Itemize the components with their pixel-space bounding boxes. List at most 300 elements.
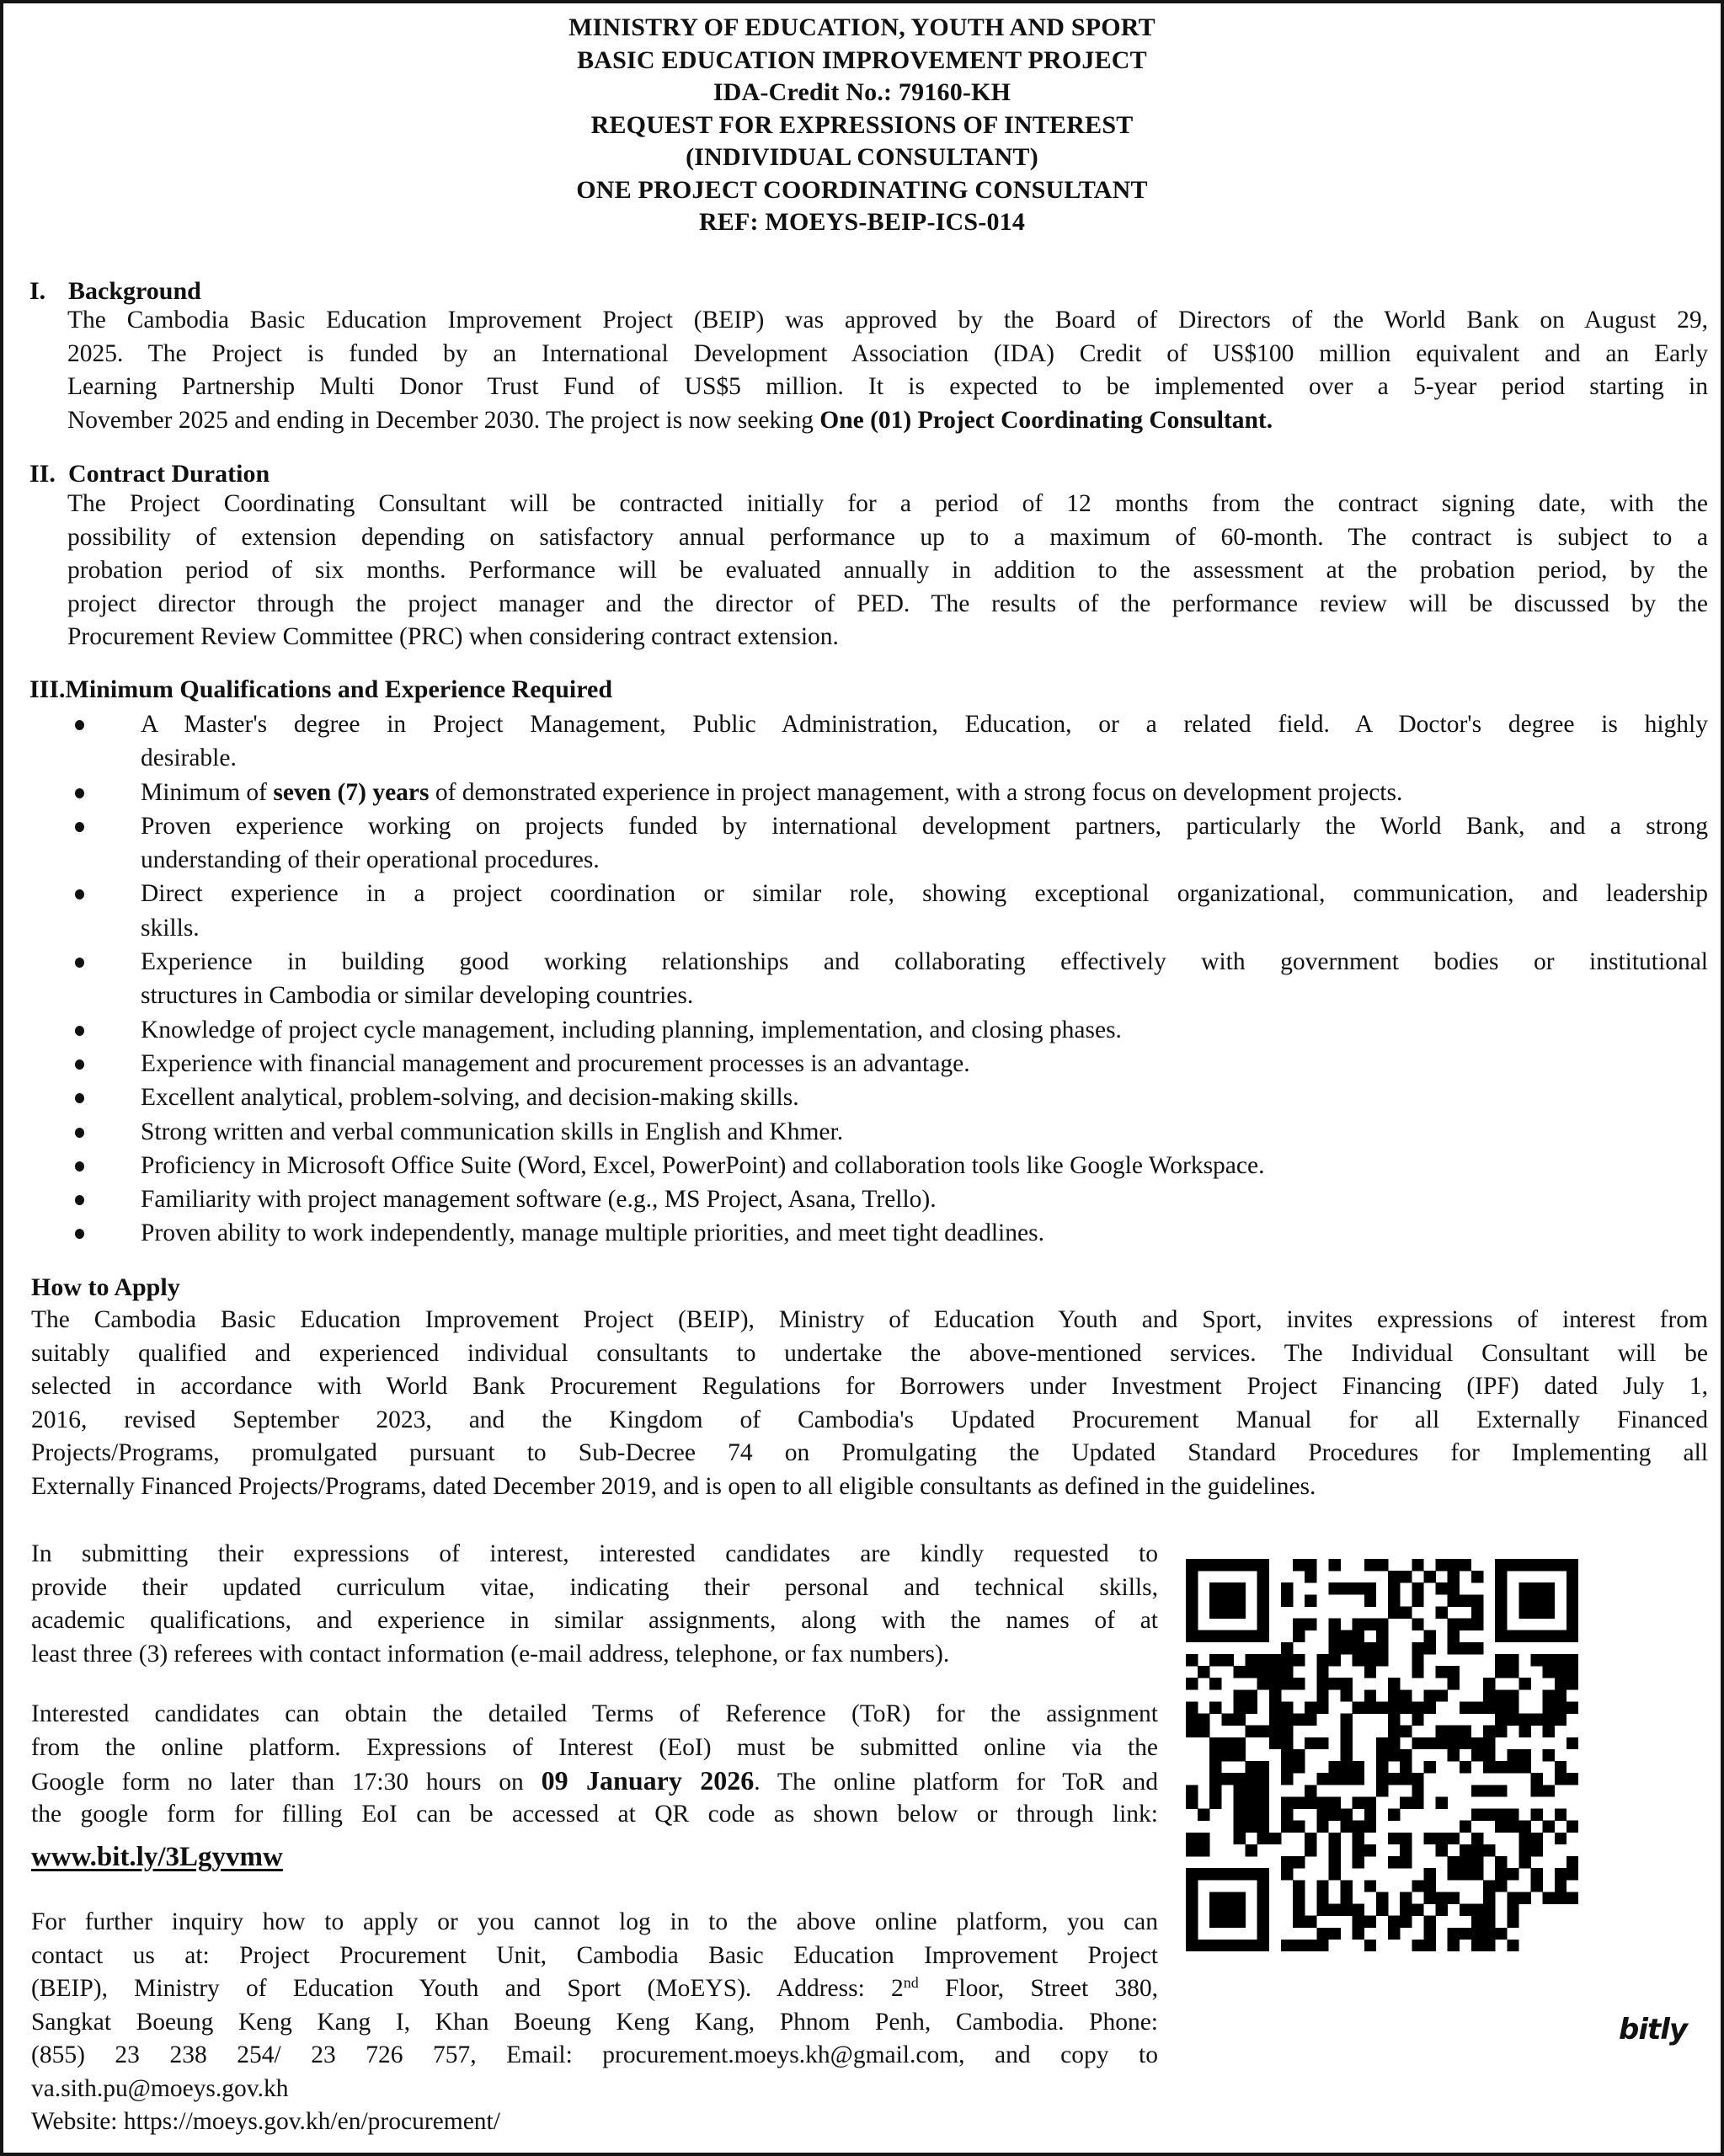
qr-module	[1221, 1749, 1233, 1761]
qr-module	[1388, 1749, 1400, 1761]
qr-module	[1412, 1773, 1423, 1785]
qr-module	[1531, 1654, 1543, 1666]
qr-module	[1198, 1726, 1209, 1737]
qr-module	[1269, 1678, 1281, 1689]
text-line: 2016, revised September 2023, and the Kingdom of Cambodia's Updated Procurement Manual for all Externally Financed	[31, 1406, 1708, 1433]
qr-module	[1495, 1761, 1507, 1773]
text-line: understanding of their operational procedures.	[141, 846, 600, 874]
text-line: Experience in building good working relationships and collaborating effectively with government bodies or institutional	[141, 948, 1708, 976]
qr-module	[1495, 1880, 1507, 1892]
how-to-apply-intro	[31, 1304, 1708, 1503]
text-run: of demonstrated experience in project management, with a strong focus on development projects.	[429, 778, 1403, 806]
qr-module	[1423, 1571, 1435, 1582]
qr-module	[1221, 1916, 1233, 1928]
qr-module	[1233, 1868, 1245, 1880]
qr-module	[1281, 1809, 1293, 1821]
qr-module	[1460, 1856, 1471, 1868]
qr-module	[1257, 1630, 1269, 1642]
qr-module	[1507, 1666, 1519, 1678]
qr-module	[1460, 1642, 1471, 1654]
qr-module	[1293, 1559, 1305, 1571]
qr-module	[1483, 1892, 1495, 1903]
qr-module	[1423, 1833, 1435, 1844]
qr-module	[1531, 1809, 1543, 1821]
qr-module	[1305, 1796, 1316, 1808]
text-run: Minimum of	[141, 778, 274, 806]
qr-module	[1531, 1773, 1543, 1785]
qr-module	[1281, 1940, 1293, 1951]
qualifications-list	[141, 707, 1708, 1251]
text-line: Knowledge of project cycle management, including planning, implementation, and closing phases.	[141, 1016, 1122, 1043]
qr-module	[1507, 1892, 1519, 1903]
list-item	[141, 707, 1708, 776]
qr-module	[1531, 1844, 1543, 1856]
qr-module	[1186, 1940, 1198, 1951]
qr-module	[1519, 1582, 1530, 1594]
qr-module	[1246, 1630, 1257, 1642]
qr-module	[1233, 1582, 1245, 1594]
text-line: skills.	[141, 914, 200, 942]
section-number: I.	[29, 277, 46, 305]
qr-module	[1341, 1761, 1353, 1773]
qr-module	[1567, 1594, 1578, 1606]
qr-module	[1376, 1749, 1388, 1761]
qr-module	[1233, 1833, 1245, 1844]
text-line: The Project Coordinating Consultant will be contracted initially for a period of 12 months from the contract signing date, with the	[67, 490, 1708, 517]
qr-module	[1246, 1844, 1257, 1856]
text-run: Floor, Street 380,	[918, 1975, 1158, 2002]
section-background-heading	[29, 275, 201, 307]
qr-module	[1364, 1582, 1376, 1594]
qr-module	[1460, 1844, 1471, 1856]
qr-module	[1209, 1796, 1221, 1808]
qr-module	[1293, 1678, 1305, 1689]
qr-module	[1507, 1714, 1519, 1726]
qr-module	[1555, 1880, 1567, 1892]
qr-module	[1400, 1844, 1412, 1856]
qr-module	[1316, 1940, 1328, 1951]
qr-module	[1495, 1630, 1507, 1642]
qr-module	[1555, 1892, 1567, 1903]
qr-module	[1507, 1559, 1519, 1571]
qr-module	[1543, 1821, 1555, 1833]
qr-module	[1209, 1606, 1221, 1618]
qr-module	[1495, 1619, 1507, 1630]
qr-module	[1519, 1726, 1530, 1737]
text-line: provide their updated curriculum vitae, indicating their personal and technical skills,	[31, 1573, 1158, 1601]
qr-module	[1186, 1904, 1198, 1916]
qr-module	[1328, 1833, 1340, 1844]
notice-header	[3, 12, 1721, 239]
qr-module	[1543, 1749, 1555, 1761]
qr-module	[1519, 1749, 1530, 1761]
list-item	[141, 945, 1708, 1013]
qr-module	[1281, 1678, 1293, 1689]
qr-module	[1341, 1904, 1353, 1916]
qr-module	[1341, 1582, 1353, 1594]
qr-module	[1281, 1726, 1293, 1737]
qr-module	[1316, 1737, 1328, 1749]
qr-module	[1448, 1726, 1460, 1737]
qr-module	[1519, 1833, 1530, 1844]
qr-module	[1341, 1678, 1353, 1689]
text-line: Sangkat Boeung Keng Kang I, Khan Boeung Keng Kang, Phnom Penh, Cambodia. Phone:	[31, 2008, 1158, 2036]
qr-module	[1436, 1844, 1448, 1856]
qr-module	[1293, 1714, 1305, 1726]
qr-module	[1483, 1916, 1495, 1928]
bullet-icon	[75, 958, 84, 968]
qr-module	[1281, 1821, 1293, 1833]
qr-module	[1328, 1582, 1340, 1594]
text-line: Externally Financed Projects/Programs, dated December 2019, and is open to all eligible consultants as defined in the guidelines.	[31, 1472, 1316, 1500]
qr-module	[1269, 1833, 1281, 1844]
deadline-date: 09 January 2026	[541, 1765, 755, 1796]
qr-module	[1423, 1892, 1435, 1903]
qr-module	[1423, 1916, 1435, 1928]
qr-module	[1412, 1714, 1423, 1726]
qr-module	[1531, 1582, 1543, 1594]
qr-module	[1186, 1559, 1198, 1571]
qr-module	[1316, 1796, 1328, 1808]
qr-module	[1269, 1701, 1281, 1713]
qr-module	[1460, 1761, 1471, 1773]
apply-link-wrap	[31, 1842, 283, 1873]
qr-module	[1209, 1785, 1221, 1796]
qr-module	[1364, 1844, 1376, 1856]
qr-module	[1483, 1928, 1495, 1940]
qr-module	[1376, 1773, 1388, 1785]
qr-module	[1353, 1844, 1364, 1856]
qr-module	[1209, 1654, 1221, 1666]
qr-module	[1567, 1821, 1578, 1833]
qr-module	[1400, 1796, 1412, 1808]
qr-module	[1328, 1619, 1340, 1630]
qr-module	[1448, 1619, 1460, 1630]
qr-module	[1507, 1749, 1519, 1761]
qr-module	[1495, 1785, 1507, 1796]
qr-module	[1423, 1940, 1435, 1951]
qr-module	[1436, 1582, 1448, 1594]
qr-module	[1531, 1785, 1543, 1796]
qr-module	[1186, 1571, 1198, 1582]
qr-module	[1269, 1726, 1281, 1737]
qr-module	[1519, 1606, 1530, 1618]
qr-module	[1555, 1666, 1567, 1678]
qr-module	[1388, 1678, 1400, 1689]
text-line	[141, 776, 1708, 809]
qr-module	[1364, 1701, 1376, 1713]
qr-module	[1328, 1654, 1340, 1666]
qr-module	[1353, 1904, 1364, 1916]
qr-module	[1507, 1868, 1519, 1880]
qr-module	[1460, 1619, 1471, 1630]
qr-module	[1400, 1856, 1412, 1868]
qr-module	[1364, 1796, 1376, 1808]
qr-module	[1281, 1737, 1293, 1749]
qr-module	[1543, 1689, 1555, 1701]
qr-module	[1423, 1737, 1435, 1749]
qr-module	[1460, 1928, 1471, 1940]
qr-module	[1448, 1678, 1460, 1689]
qr-module	[1567, 1666, 1578, 1678]
text-run: . The online platform for ToR and	[754, 1769, 1158, 1796]
qr-module	[1257, 1809, 1269, 1821]
qr-module	[1555, 1689, 1567, 1701]
qr-module	[1221, 1654, 1233, 1666]
qr-module	[1328, 1809, 1340, 1821]
qr-module	[1567, 1868, 1578, 1880]
qr-module	[1341, 1726, 1353, 1737]
qr-module	[1246, 1796, 1257, 1808]
qr-module	[1388, 1606, 1400, 1618]
qr-module	[1412, 1654, 1423, 1666]
qr-module	[1186, 1916, 1198, 1928]
qr-module	[1423, 1689, 1435, 1701]
qr-module	[1257, 1606, 1269, 1618]
text-line: (855) 23 238 254/ 23 726 757, Email: procurement.moeys.kh@gmail.com, and copy to	[31, 2041, 1158, 2068]
qr-module	[1448, 1940, 1460, 1951]
qr-module	[1233, 1916, 1245, 1928]
text-line: Procurement Review Committee (PRC) when considering contract extension.	[67, 623, 839, 650]
qr-module	[1233, 1821, 1245, 1833]
qr-module	[1328, 1678, 1340, 1689]
text-line: academic qualifications, and experience in similar assignments, along with the names of at	[31, 1607, 1158, 1634]
qr-module	[1423, 1630, 1435, 1642]
bullet-icon	[75, 1195, 84, 1205]
qr-module	[1233, 1559, 1245, 1571]
section-qualifications-heading	[29, 673, 612, 706]
bullet-icon	[75, 1026, 84, 1036]
qr-module	[1495, 1571, 1507, 1582]
qr-module	[1436, 1737, 1448, 1749]
qr-module	[1186, 1594, 1198, 1606]
qr-module	[1328, 1904, 1340, 1916]
qr-module	[1257, 1796, 1269, 1808]
qr-module	[1495, 1606, 1507, 1618]
qr-module	[1353, 1654, 1364, 1666]
qr-module	[1483, 1785, 1495, 1796]
bullet-icon	[75, 1229, 84, 1239]
qr-module	[1423, 1642, 1435, 1654]
qr-module	[1353, 1916, 1364, 1928]
qr-module	[1388, 1773, 1400, 1785]
qr-module	[1400, 1749, 1412, 1761]
text-line: Interested candidates can obtain the detailed Terms of Reference (ToR) for the assignment	[31, 1700, 1158, 1727]
bullet-icon	[75, 889, 84, 899]
qr-module	[1388, 1928, 1400, 1940]
qr-module	[1460, 1821, 1471, 1833]
qr-module	[1507, 1630, 1519, 1642]
qr-module	[1328, 1856, 1340, 1868]
apply-link[interactable]: www.bit.ly/3Lgyvmw	[31, 1842, 283, 1872]
qr-module	[1448, 1571, 1460, 1582]
qr-module	[1246, 1654, 1257, 1666]
qr-module	[1353, 1773, 1364, 1785]
qr-module	[1388, 1809, 1400, 1821]
qr-module	[1471, 1833, 1483, 1844]
qr-module	[1448, 1749, 1460, 1761]
qr-module	[1471, 1928, 1483, 1940]
qr-module	[1293, 1654, 1305, 1666]
list-item	[141, 877, 1708, 945]
qr-module	[1281, 1773, 1293, 1785]
qr-code-icon[interactable]	[1186, 1559, 1578, 1951]
qr-module	[1246, 1773, 1257, 1785]
qr-module	[1209, 1749, 1221, 1761]
qr-module	[1471, 1868, 1483, 1880]
qr-module	[1353, 1856, 1364, 1868]
qr-module	[1353, 1630, 1364, 1642]
qr-module	[1400, 1904, 1412, 1916]
qr-module	[1246, 1821, 1257, 1833]
qr-module	[1186, 1726, 1198, 1737]
qr-module	[1269, 1714, 1281, 1726]
text-line: Proven ability to work independently, manage multiple priorities, and meet tight deadlines.	[141, 1219, 1044, 1247]
qr-module	[1233, 1892, 1245, 1903]
cc-email[interactable]: va.sith.pu@moeys.gov.kh	[31, 2074, 289, 2102]
qr-module	[1293, 1892, 1305, 1903]
qr-module	[1555, 1809, 1567, 1821]
qr-module	[1353, 1761, 1364, 1773]
qr-module	[1412, 1701, 1423, 1713]
qr-module	[1471, 1619, 1483, 1630]
qr-module	[1543, 1606, 1555, 1618]
qr-module	[1293, 1761, 1305, 1773]
text-line	[31, 1972, 1158, 2006]
qr-module	[1495, 1856, 1507, 1868]
qr-module	[1269, 1689, 1281, 1701]
qr-module	[1531, 1559, 1543, 1571]
bullet-icon	[75, 720, 84, 730]
qr-module	[1448, 1582, 1460, 1594]
bitly-logo: bitly	[1619, 2013, 1688, 2047]
qr-module	[1209, 1559, 1221, 1571]
text-line: from the online platform. Expressions of Interest (EoI) must be submitted online via the	[31, 1733, 1158, 1761]
qr-module	[1567, 1582, 1578, 1594]
qr-module	[1328, 1868, 1340, 1880]
qr-module	[1543, 1630, 1555, 1642]
list-item	[141, 1216, 1708, 1250]
text-line: selected in accordance with World Bank Procurement Regulations for Borrowers under Investment Project Financing (IPF) dated July 1,	[31, 1373, 1708, 1400]
qr-module	[1436, 1606, 1448, 1618]
qr-module	[1257, 1833, 1269, 1844]
qr-module	[1246, 1559, 1257, 1571]
qr-module	[1233, 1714, 1245, 1726]
qr-module	[1448, 1642, 1460, 1654]
qr-module	[1305, 1559, 1316, 1571]
qr-module	[1186, 1880, 1198, 1892]
qr-module	[1257, 1868, 1269, 1880]
qr-module	[1567, 1856, 1578, 1868]
qr-module	[1471, 1916, 1483, 1928]
qr-module	[1376, 1737, 1388, 1749]
qr-module	[1483, 1749, 1495, 1761]
text-line: For further inquiry how to apply or you cannot log in to the above online platform, you can	[31, 1908, 1158, 1935]
qr-module	[1328, 1844, 1340, 1856]
qr-module	[1233, 1796, 1245, 1808]
qr-module	[1293, 1856, 1305, 1868]
qr-module	[1436, 1689, 1448, 1701]
qr-module	[1186, 1868, 1198, 1880]
qr-module	[1376, 1630, 1388, 1642]
qr-module	[1495, 1559, 1507, 1571]
qr-module	[1341, 1773, 1353, 1785]
website-link[interactable]: Website: https://moeys.gov.kh/en/procurement/	[31, 2108, 500, 2135]
qr-module	[1495, 1868, 1507, 1880]
qr-module	[1471, 1844, 1483, 1856]
bullet-icon	[75, 822, 84, 832]
text-line: Strong written and verbal communication skills in English and Khmer.	[141, 1118, 844, 1145]
qr-module	[1233, 1904, 1245, 1916]
qr-module	[1448, 1892, 1460, 1903]
qr-module	[1305, 1916, 1316, 1928]
section-contract-heading	[29, 457, 270, 490]
qr-module	[1257, 1761, 1269, 1773]
qr-module	[1186, 1582, 1198, 1594]
qr-module	[1471, 1856, 1483, 1868]
qr-module	[1341, 1689, 1353, 1701]
qr-module	[1186, 1654, 1198, 1666]
qr-module	[1341, 1642, 1353, 1654]
text-line: Excellent analytical, problem-solving, and decision-making skills.	[141, 1084, 799, 1112]
qr-module	[1293, 1904, 1305, 1916]
qr-module	[1281, 1582, 1293, 1594]
qr-module	[1364, 1821, 1376, 1833]
qr-module	[1198, 1940, 1209, 1951]
qr-module	[1555, 1654, 1567, 1666]
text-line: possibility of extension depending on satisfactory annual performance up to a maximum of 60-month. The contract is subject to a	[67, 523, 1708, 551]
qr-module	[1423, 1761, 1435, 1773]
qr-module	[1221, 1594, 1233, 1606]
qr-module	[1281, 1749, 1293, 1761]
position-highlight: One (01) Project Coordinating Consultant.	[819, 406, 1273, 434]
qr-module	[1400, 1689, 1412, 1701]
qr-module	[1436, 1904, 1448, 1916]
text-line: suitably qualified and experienced individual consultants to undertake the above-mentioned services. The Individual Consultant will be	[31, 1339, 1708, 1367]
qr-module	[1567, 1678, 1578, 1689]
qr-module	[1316, 1701, 1328, 1713]
qr-module	[1364, 1880, 1376, 1892]
qr-module	[1281, 1868, 1293, 1880]
qr-module	[1281, 1654, 1293, 1666]
qr-module	[1364, 1619, 1376, 1630]
qr-module	[1483, 1940, 1495, 1951]
qr-module	[1257, 1594, 1269, 1606]
qr-module	[1495, 1714, 1507, 1726]
list-item	[141, 1047, 1708, 1081]
qr-module	[1567, 1606, 1578, 1618]
qr-module	[1353, 1833, 1364, 1844]
qr-module	[1519, 1761, 1530, 1773]
qr-module	[1257, 1654, 1269, 1666]
qr-module	[1376, 1559, 1388, 1571]
qr-module	[1495, 1726, 1507, 1737]
qr-module	[1436, 1726, 1448, 1737]
list-item	[141, 1081, 1708, 1114]
qr-module	[1423, 1880, 1435, 1892]
qr-module	[1198, 1559, 1209, 1571]
qr-module	[1198, 1844, 1209, 1856]
qr-module	[1519, 1559, 1530, 1571]
qr-module	[1495, 1666, 1507, 1678]
text-line: Familiarity with project management software (e.g., MS Project, Asana, Trello).	[141, 1186, 937, 1214]
qr-module	[1316, 1821, 1328, 1833]
contract-paragraph	[67, 488, 1708, 654]
qr-module	[1328, 1559, 1340, 1571]
qr-module	[1341, 1892, 1353, 1903]
qr-module	[1388, 1856, 1400, 1868]
qr-module	[1364, 1559, 1376, 1571]
